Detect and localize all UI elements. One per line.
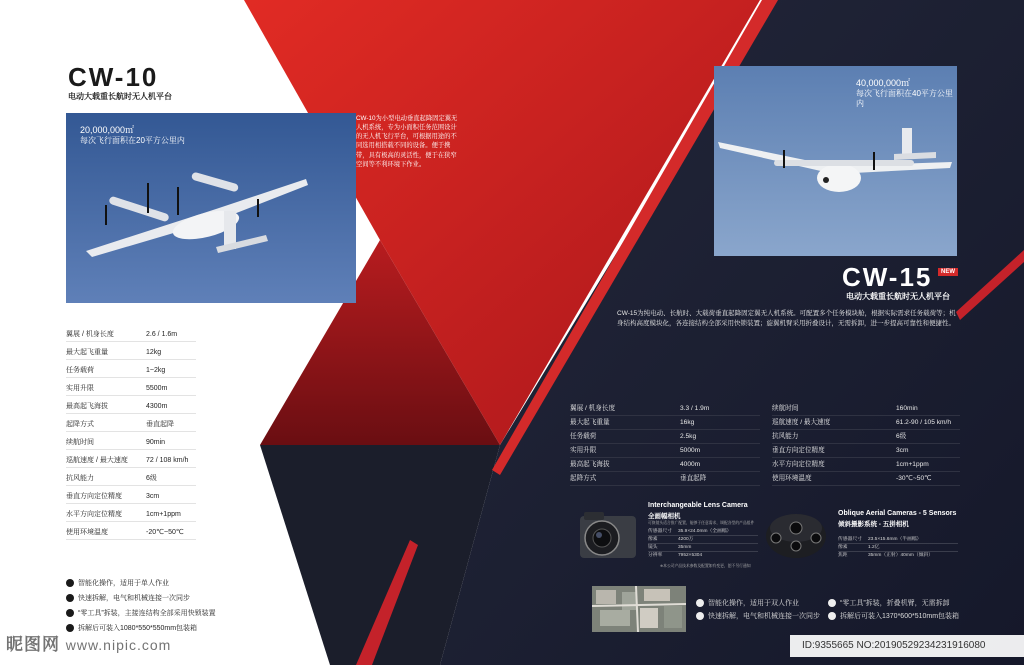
- list-item: 拆解后可装入1370*600*510mm包装箱: [828, 611, 978, 622]
- list-item: 快速拆解，电气和机械连接一次同步: [696, 611, 826, 622]
- table-row: 巡航速度 / 最大速度 72 / 108 km/h: [66, 454, 196, 468]
- cw10-area: 20,000,000㎡: [80, 125, 135, 135]
- table-row: 水平方向定位精度 1cm+1ppm: [772, 458, 960, 472]
- cw15-photo: [714, 66, 957, 256]
- table-row: 巡航速度 / 最大速度 61.2-90 / 105 km/h: [772, 416, 960, 430]
- table-row: 最高起飞海拔 4000m: [570, 458, 760, 472]
- new-badge: NEW: [938, 268, 958, 276]
- bullet-icon: [828, 599, 836, 607]
- cw15-description: CW-15为纯电动、长航时、大载荷垂直起降固定翼无人机系统。可配置多个任务模块舱，根据实际需求任务载荷等；机身结构高度模块化，各连接结构全部采用快锁装置；旋翼机臂采用折叠设计，无需拆卸，进一步提高可靠性和便捷性。: [617, 310, 956, 327]
- full-frame-camera-image: [572, 508, 644, 564]
- cw10-photo: [66, 113, 356, 303]
- table-row: 垂直方向定位精度 3cm: [66, 490, 196, 504]
- camera1-title: Interchangeable Lens Camera: [648, 502, 748, 509]
- table-row: 传感器尺寸 23.5×15.6mm（半画幅）: [838, 536, 958, 544]
- cw15-spec-table: [570, 402, 960, 488]
- cw15-features-right: [828, 598, 978, 622]
- table-row: 最大起飞重量 12kg: [66, 346, 196, 360]
- table-row: 起降方式 垂直起降: [66, 418, 196, 432]
- table-row: 分辨率 7952×5304: [648, 553, 703, 558]
- watermark: [6, 630, 171, 655]
- table-row: 抗风能力 6级: [772, 430, 960, 444]
- table-row: 像素 4200万: [648, 536, 758, 544]
- cw10-title: CW-10: [68, 62, 159, 92]
- table-row: 翼展 / 机身长度 3.3 / 1.9m: [570, 402, 760, 416]
- camera2-subtitle: 倾斜摄影系统 - 五拼相机: [838, 521, 909, 528]
- table-row: 任务载荷 2.5kg: [570, 430, 760, 444]
- camera1-subtitle: 全画幅相机: [648, 513, 681, 520]
- cw15-photo-caption: [856, 78, 957, 109]
- watermark-brand: 昵图网: [6, 635, 60, 654]
- list-item: 拆解后可装入1080*550*550mm包装箱: [66, 623, 266, 634]
- table-row: 实用升限 5000m: [570, 444, 760, 458]
- bullet-icon: [696, 612, 704, 620]
- oblique-camera-image: [760, 506, 832, 564]
- list-item: “零工具”拆装，折叠机臂，无需拆卸: [828, 598, 978, 609]
- table-row: 焦距 35mm（正射）40mm（倾斜）: [838, 553, 934, 558]
- table-row: 起降方式 垂直起降: [570, 472, 760, 486]
- table-row: 实用升限 5500m: [66, 382, 196, 396]
- cw15-area-desc: 每次飞行面积在40平方公里内: [856, 89, 953, 109]
- bullet-icon: [66, 579, 74, 587]
- camera1-note: 可换镜头适合推广配置，能够于任意需求，调配各型的产品组件: [648, 521, 755, 525]
- list-item: 智能化操作，适用于双人作业: [696, 598, 826, 609]
- cw15-area: 40,000,000㎡: [856, 78, 911, 88]
- cw15-features-left: [696, 598, 826, 622]
- table-row: 翼展 / 机身长度 2.6 / 1.6m: [66, 328, 196, 342]
- table-row: 像素 1.2亿: [838, 544, 958, 552]
- list-item: 智能化操作，适用于单人作业: [66, 578, 266, 589]
- camera1-footnote: ※本公司产品技术参数及配置如有变更，恕不另行通知: [660, 564, 751, 568]
- bullet-icon: [66, 594, 74, 602]
- table-row: 使用环境温度 -30℃~50℃: [772, 472, 960, 486]
- table-row: 传感器尺寸 35.9×24.0mm（全画幅）: [648, 528, 758, 536]
- table-row: 镜头 35mm: [648, 544, 758, 552]
- watermark-url: www.nipic.com: [65, 637, 172, 653]
- bullet-icon: [828, 612, 836, 620]
- cw10-area-desc: 每次飞行面积在20平方公里内: [80, 136, 185, 146]
- aerial-map-thumbnail: [592, 586, 686, 632]
- table-row: 续航时间 160min: [772, 402, 960, 416]
- table-row: 任务载荷 1~2kg: [66, 364, 196, 378]
- table-row: 续航时间 90min: [66, 436, 196, 450]
- bullet-icon: [696, 599, 704, 607]
- cw10-subtitle: 电动大载重长航时无人机平台: [68, 92, 172, 101]
- table-row: 最大起飞重量 16kg: [570, 416, 760, 430]
- cw10-intro: CW-10为小型电动垂直起降固定翼无人机系统，专为小面积任务范围设计的无人机飞行平台，可根据用途的不同选用相搭载不同的设备。便于携带，具有极高的灵活性，便于在狭窄空间等不利环境下作业。: [356, 115, 458, 168]
- list-item: “零工具”拆装，主接连结构全部采用快锁装置: [66, 608, 266, 619]
- bullet-icon: [66, 609, 74, 617]
- cw15-subtitle: 电动大载重长航时无人机平台: [846, 292, 950, 301]
- table-row: 水平方向定位精度 1cm+1ppm: [66, 508, 196, 522]
- cw10-photo-caption: [80, 125, 185, 146]
- cw10-features: [66, 578, 266, 634]
- camera2-specs: [838, 536, 958, 559]
- table-row: 垂直方向定位精度 3cm: [772, 444, 960, 458]
- camera1-specs: [648, 528, 758, 559]
- id-bar: ID:9355665 NO:20190529234231916080: [790, 635, 1024, 657]
- table-row: 使用环境温度 -20℃~50℃: [66, 526, 196, 540]
- cw15-title: CW-15: [842, 262, 933, 292]
- camera2-title: Oblique Aerial Cameras - 5 Sensors: [838, 510, 957, 517]
- cw10-spec-table: [66, 328, 196, 552]
- table-row: 抗风能力 6级: [66, 472, 196, 486]
- table-row: 最高起飞海拔 4300m: [66, 400, 196, 414]
- list-item: 快速拆解，电气和机械连接一次同步: [66, 593, 266, 604]
